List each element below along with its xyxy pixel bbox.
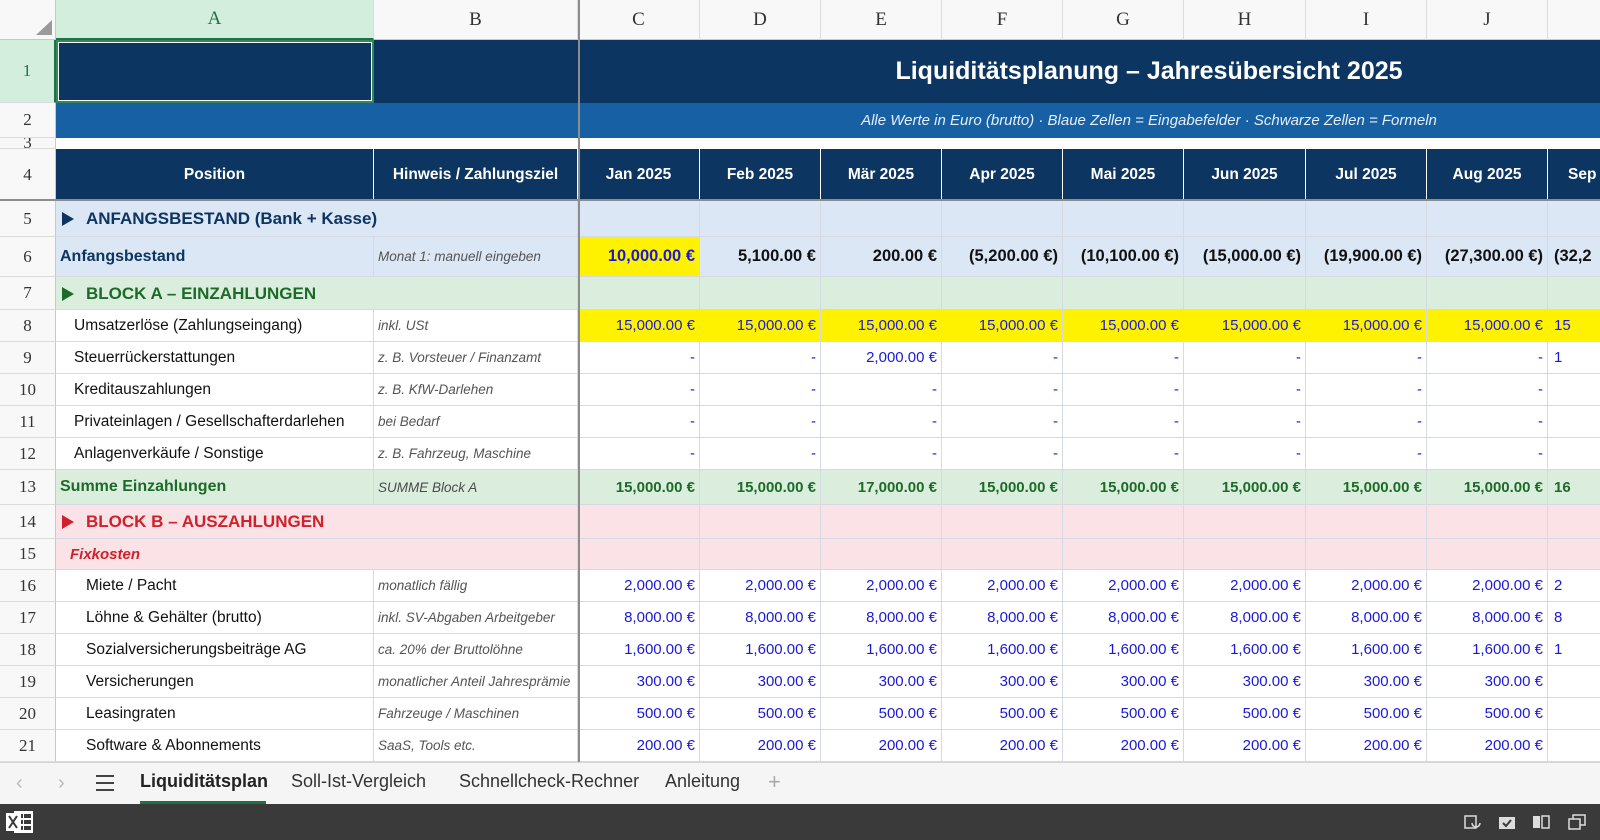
header-month: Sep: [1548, 149, 1600, 201]
value-cell[interactable]: 2,000.00 €: [1063, 570, 1184, 602]
value-cell[interactable]: -: [821, 438, 942, 470]
tab-liquiditaetsplan[interactable]: Liquiditätsplan: [140, 771, 268, 791]
section-cell[interactable]: [1184, 539, 1306, 570]
section-cell[interactable]: [1306, 539, 1427, 570]
section-cell[interactable]: [1427, 539, 1548, 570]
section-cell[interactable]: [578, 277, 700, 310]
section-cell[interactable]: [1427, 505, 1548, 539]
section-cell[interactable]: [942, 539, 1063, 570]
value-cell[interactable]: 2,000.00 €: [942, 570, 1063, 602]
value-cell[interactable]: 8,000.00 €: [821, 602, 942, 634]
value-cell[interactable]: 500.00 €: [700, 698, 821, 730]
row-header-9[interactable]: 9: [0, 342, 56, 374]
sheet-menu-icon[interactable]: [96, 775, 114, 791]
value-cell[interactable]: 1,600.00 €: [821, 634, 942, 666]
value-cell[interactable]: -: [1427, 406, 1548, 438]
row-header-8[interactable]: 8: [0, 310, 56, 342]
value-cell[interactable]: 1: [1548, 634, 1600, 666]
chevron-left-icon[interactable]: ‹: [16, 772, 23, 794]
row-header-2[interactable]: 2: [0, 103, 56, 138]
section-cell[interactable]: [942, 505, 1063, 539]
value-cell[interactable]: 16: [1548, 470, 1600, 505]
selected-cell-A1[interactable]: [56, 40, 374, 103]
value-cell[interactable]: 300.00 €: [1306, 666, 1427, 698]
section-cell[interactable]: [1306, 201, 1427, 237]
row-header-12[interactable]: 12: [0, 438, 56, 470]
value-cell[interactable]: 1,600.00 €: [578, 634, 700, 666]
window-restore-icon[interactable]: [1568, 814, 1586, 830]
row-header-14[interactable]: 14: [0, 505, 56, 539]
section-heading: ANFANGSBESTAND (Bank + Kasse): [86, 209, 378, 228]
value-cell[interactable]: -: [578, 374, 700, 406]
row-hint[interactable]: ca. 20% der Bruttolöhne: [374, 634, 578, 666]
sheet-title: Liquiditätsplanung – Jahresübersicht 2025: [895, 57, 1403, 85]
row-label[interactable]: Software & Abonnements: [56, 730, 374, 762]
section-cell[interactable]: [578, 505, 700, 539]
value-cell[interactable]: 15,000.00 €: [1184, 470, 1306, 505]
value-cell[interactable]: 500.00 €: [942, 698, 1063, 730]
value-cell[interactable]: 300.00 €: [1184, 666, 1306, 698]
row-label[interactable]: Löhne & Gehälter (brutto): [56, 602, 374, 634]
sheet-tab-bar: [0, 762, 1600, 804]
value-cell[interactable]: 15,000.00 €: [578, 470, 700, 505]
value-cell[interactable]: 1,600.00 €: [1063, 634, 1184, 666]
reading-view-icon[interactable]: [1532, 814, 1550, 830]
value-cell[interactable]: 2,000.00 €: [1184, 570, 1306, 602]
row-label[interactable]: Steuerrückerstattungen: [56, 342, 374, 374]
value-cell[interactable]: -: [942, 342, 1063, 374]
value-cell[interactable]: 15,000.00 €: [1306, 310, 1427, 342]
value-cell[interactable]: 8,000.00 €: [1306, 602, 1427, 634]
select-all-corner[interactable]: [0, 0, 56, 40]
value-cell[interactable]: 200.00 €: [1184, 730, 1306, 762]
row-header-15[interactable]: 15: [0, 539, 56, 570]
value-cell[interactable]: 500.00 €: [578, 698, 700, 730]
header-position: Position: [56, 149, 374, 201]
value-cell[interactable]: 15,000.00 €: [700, 310, 821, 342]
value-cell[interactable]: 500.00 €: [1184, 698, 1306, 730]
section-cell[interactable]: [1548, 505, 1600, 539]
section-cell[interactable]: [1548, 277, 1600, 310]
section-cell[interactable]: [942, 277, 1063, 310]
expand-triangle-icon[interactable]: [62, 515, 74, 529]
column-header-J[interactable]: J: [1427, 0, 1548, 40]
section-cell[interactable]: [1063, 539, 1184, 570]
frozen-row-divider: [0, 199, 1600, 201]
row-hint[interactable]: inkl. USt: [374, 310, 578, 342]
value-cell[interactable]: 15,000.00 €: [1427, 470, 1548, 505]
header-month: Aug 2025: [1427, 149, 1548, 201]
value-cell[interactable]: 1: [1548, 342, 1600, 374]
value-cell[interactable]: 15,000.00 €: [1063, 470, 1184, 505]
value-cell[interactable]: 300.00 €: [821, 666, 942, 698]
value-cell[interactable]: 8,000.00 €: [1427, 602, 1548, 634]
value-cell[interactable]: 15: [1548, 310, 1600, 342]
value-cell[interactable]: 300.00 €: [700, 666, 821, 698]
row-label[interactable]: Privateinlagen / Gesellschafterdarlehen: [56, 406, 374, 438]
row-label[interactable]: Versicherungen: [56, 666, 374, 698]
column-header-G[interactable]: G: [1063, 0, 1184, 40]
section-cell[interactable]: [700, 539, 821, 570]
value-cell[interactable]: 8,000.00 €: [700, 602, 821, 634]
value-cell[interactable]: -: [700, 342, 821, 374]
value-cell[interactable]: -: [700, 406, 821, 438]
value-cell[interactable]: 10,000.00 €: [578, 237, 700, 277]
section-cell[interactable]: [700, 277, 821, 310]
value-cell[interactable]: 500.00 €: [1427, 698, 1548, 730]
section-cell[interactable]: [821, 201, 942, 237]
value-cell[interactable]: (27,300.00 €): [1427, 237, 1548, 277]
value-cell[interactable]: -: [1306, 406, 1427, 438]
value-cell[interactable]: 500.00 €: [821, 698, 942, 730]
section-cell[interactable]: [578, 201, 700, 237]
tab-soll-ist-vergleich[interactable]: Soll-Ist-Vergleich: [291, 771, 427, 791]
value-cell[interactable]: [1548, 666, 1600, 698]
value-cell[interactable]: -: [1306, 342, 1427, 374]
row-label[interactable]: Kreditauszahlungen: [56, 374, 374, 406]
status-bar: [0, 804, 1600, 840]
value-cell[interactable]: 500.00 €: [1063, 698, 1184, 730]
value-cell[interactable]: -: [700, 438, 821, 470]
value-cell[interactable]: 300.00 €: [578, 666, 700, 698]
row-hint[interactable]: monatlicher Anteil Jahresprämie: [374, 666, 578, 698]
row-header-1[interactable]: 1: [0, 40, 56, 103]
value-cell[interactable]: 5,100.00 €: [700, 237, 821, 277]
section-cell[interactable]: [1184, 505, 1306, 539]
value-cell[interactable]: 2: [1548, 570, 1600, 602]
value-cell[interactable]: 2,000.00 €: [578, 570, 700, 602]
row-label[interactable]: Anlagenverkäufe / Sonstige: [56, 438, 374, 470]
value-cell[interactable]: 300.00 €: [1063, 666, 1184, 698]
section-cell[interactable]: [700, 201, 821, 237]
column-header-F[interactable]: F: [942, 0, 1063, 40]
section-cell[interactable]: [578, 539, 700, 570]
value-cell[interactable]: -: [1063, 374, 1184, 406]
value-cell[interactable]: 15,000.00 €: [1427, 310, 1548, 342]
row-header-19[interactable]: 19: [0, 666, 56, 698]
value-cell[interactable]: -: [578, 438, 700, 470]
expand-triangle-icon[interactable]: [62, 287, 74, 301]
row-hint[interactable]: monatlich fällig: [374, 570, 578, 602]
value-cell[interactable]: 8,000.00 €: [1184, 602, 1306, 634]
value-cell[interactable]: 1,600.00 €: [1306, 634, 1427, 666]
value-cell[interactable]: 15,000.00 €: [1063, 310, 1184, 342]
value-cell[interactable]: -: [1427, 374, 1548, 406]
expand-triangle-icon[interactable]: [62, 212, 74, 226]
row-label[interactable]: Leasingraten: [56, 698, 374, 730]
value-cell[interactable]: [1548, 730, 1600, 762]
value-cell[interactable]: -: [1427, 342, 1548, 374]
row-header-7[interactable]: 7: [0, 277, 56, 310]
add-sheet-icon[interactable]: +: [768, 769, 781, 794]
value-cell[interactable]: 2,000.00 €: [821, 570, 942, 602]
section-cell[interactable]: [1548, 539, 1600, 570]
section-cell[interactable]: [821, 505, 942, 539]
row-header-4[interactable]: 4: [0, 149, 56, 201]
row-label[interactable]: Summe Einzahlungen: [56, 470, 374, 505]
row-hint[interactable]: SaaS, Tools etc.: [374, 730, 578, 762]
value-cell[interactable]: [1548, 438, 1600, 470]
sheet-subtitle: Alle Werte in Euro (brutto) · Blaue Zellen = Eingabefelder · Schwarze Zellen = Formeln: [861, 112, 1437, 129]
value-cell[interactable]: 17,000.00 €: [821, 470, 942, 505]
value-cell[interactable]: 8: [1548, 602, 1600, 634]
header-month: Mai 2025: [1063, 149, 1184, 201]
section-cell[interactable]: [700, 505, 821, 539]
section-heading: BLOCK A – EINZAHLUNGEN: [86, 283, 317, 303]
row-header-6[interactable]: 6: [0, 237, 56, 277]
value-cell[interactable]: -: [578, 406, 700, 438]
section-cell[interactable]: [942, 201, 1063, 237]
value-cell[interactable]: 200.00 €: [700, 730, 821, 762]
header-month: Feb 2025: [700, 149, 821, 201]
value-cell[interactable]: -: [1306, 438, 1427, 470]
value-cell[interactable]: -: [1063, 342, 1184, 374]
section-cell[interactable]: [1063, 201, 1184, 237]
value-cell[interactable]: 200.00 €: [821, 730, 942, 762]
spacer-row: [56, 138, 1600, 149]
value-cell[interactable]: 15,000.00 €: [1306, 470, 1427, 505]
value-cell[interactable]: -: [1063, 406, 1184, 438]
value-cell[interactable]: 1,600.00 €: [942, 634, 1063, 666]
row-header-21[interactable]: 21: [0, 730, 56, 762]
save-check-icon[interactable]: [1498, 814, 1516, 830]
value-cell[interactable]: 200.00 €: [1306, 730, 1427, 762]
tab-anleitung[interactable]: Anleitung: [665, 771, 741, 791]
value-cell[interactable]: 2,000.00 €: [1427, 570, 1548, 602]
header-month: Jul 2025: [1306, 149, 1427, 201]
value-cell[interactable]: 15,000.00 €: [1184, 310, 1306, 342]
value-cell[interactable]: 200.00 €: [942, 730, 1063, 762]
header-month: Jan 2025: [578, 149, 700, 201]
sync-icon[interactable]: [1464, 814, 1482, 830]
value-cell[interactable]: -: [1063, 438, 1184, 470]
row-hint[interactable]: z. B. KfW-Darlehen: [374, 374, 578, 406]
value-cell[interactable]: (32,2: [1548, 237, 1600, 277]
value-cell[interactable]: -: [1184, 438, 1306, 470]
row-hint[interactable]: z. B. Vorsteuer / Finanzamt: [374, 342, 578, 374]
value-cell[interactable]: 8,000.00 €: [942, 602, 1063, 634]
value-cell[interactable]: -: [942, 406, 1063, 438]
subsection-heading: Fixkosten: [70, 546, 141, 563]
value-cell[interactable]: -: [1427, 438, 1548, 470]
value-cell[interactable]: [1548, 698, 1600, 730]
excel-app-icon: [6, 810, 34, 834]
column-header-next[interactable]: [1548, 0, 1600, 40]
value-cell[interactable]: 200.00 €: [578, 730, 700, 762]
value-cell[interactable]: -: [1184, 406, 1306, 438]
value-cell[interactable]: 1,600.00 €: [700, 634, 821, 666]
value-cell[interactable]: -: [1306, 374, 1427, 406]
tab-schnellcheck-rechner[interactable]: Schnellcheck-Rechner: [459, 771, 640, 791]
value-cell[interactable]: 300.00 €: [942, 666, 1063, 698]
value-cell[interactable]: 15,000.00 €: [821, 310, 942, 342]
value-cell[interactable]: (10,100.00 €): [1063, 237, 1184, 277]
value-cell[interactable]: (5,200.00 €): [942, 237, 1063, 277]
row-header-16[interactable]: 16: [0, 570, 56, 602]
value-cell[interactable]: 200.00 €: [1427, 730, 1548, 762]
row-header-18[interactable]: 18: [0, 634, 56, 666]
value-cell[interactable]: (15,000.00 €): [1184, 237, 1306, 277]
section-cell[interactable]: [1427, 201, 1548, 237]
row-header-11[interactable]: 11: [0, 406, 56, 438]
value-cell[interactable]: 2,000.00 €: [821, 342, 942, 374]
chevron-right-icon[interactable]: ›: [58, 772, 65, 794]
row-hint[interactable]: inkl. SV-Abgaben Arbeitgeber: [374, 602, 578, 634]
section-cell[interactable]: [1548, 201, 1600, 237]
value-cell[interactable]: 2,000.00 €: [700, 570, 821, 602]
value-cell[interactable]: 300.00 €: [1427, 666, 1548, 698]
row-hint[interactable]: Monat 1: manuell eingeben: [374, 237, 578, 277]
value-cell[interactable]: 500.00 €: [1306, 698, 1427, 730]
section-cell[interactable]: [1063, 505, 1184, 539]
section-cell[interactable]: [1063, 277, 1184, 310]
row-header-10[interactable]: 10: [0, 374, 56, 406]
row-label[interactable]: Miete / Pacht: [56, 570, 374, 602]
section-cell[interactable]: [821, 277, 942, 310]
value-cell[interactable]: (19,900.00 €): [1306, 237, 1427, 277]
column-header-E[interactable]: E: [821, 0, 942, 40]
column-header-I[interactable]: I: [1306, 0, 1427, 40]
header-month: Jun 2025: [1184, 149, 1306, 201]
row-hint[interactable]: bei Bedarf: [374, 406, 578, 438]
row-label[interactable]: Anfangsbestand: [56, 237, 374, 277]
value-cell[interactable]: -: [942, 438, 1063, 470]
column-header-H[interactable]: H: [1184, 0, 1306, 40]
value-cell[interactable]: 8,000.00 €: [1063, 602, 1184, 634]
frozen-column-divider: [578, 0, 580, 762]
value-cell[interactable]: -: [942, 374, 1063, 406]
section-cell[interactable]: [1184, 201, 1306, 237]
section-cell[interactable]: [1306, 505, 1427, 539]
value-cell[interactable]: 2,000.00 €: [1306, 570, 1427, 602]
row-header-13[interactable]: 13: [0, 470, 56, 505]
row-label[interactable]: Umsatzerlöse (Zahlungseingang): [56, 310, 374, 342]
column-header-D[interactable]: D: [700, 0, 821, 40]
header-month: Apr 2025: [942, 149, 1063, 201]
row-header-17[interactable]: 17: [0, 602, 56, 634]
section-heading: BLOCK B – AUSZAHLUNGEN: [86, 512, 325, 531]
value-cell[interactable]: 200.00 €: [1063, 730, 1184, 762]
value-cell[interactable]: -: [821, 406, 942, 438]
row-header-20[interactable]: 20: [0, 698, 56, 730]
row-hint[interactable]: Fahrzeuge / Maschinen: [374, 698, 578, 730]
value-cell[interactable]: [1548, 374, 1600, 406]
section-cell[interactable]: [1427, 277, 1548, 310]
value-cell[interactable]: -: [1184, 374, 1306, 406]
value-cell[interactable]: 8,000.00 €: [578, 602, 700, 634]
value-cell[interactable]: -: [578, 342, 700, 374]
header-month: Mär 2025: [821, 149, 942, 201]
column-header-C[interactable]: C: [578, 0, 700, 40]
section-cell[interactable]: [1306, 277, 1427, 310]
value-cell[interactable]: 15,000.00 €: [578, 310, 700, 342]
header-hint: Hinweis / Zahlungsziel: [374, 149, 578, 201]
value-cell[interactable]: 200.00 €: [821, 237, 942, 277]
column-header-A[interactable]: A: [56, 0, 374, 40]
row-header-5[interactable]: 5: [0, 201, 56, 237]
value-cell[interactable]: -: [821, 374, 942, 406]
value-cell[interactable]: 15,000.00 €: [700, 470, 821, 505]
value-cell[interactable]: 1,600.00 €: [1184, 634, 1306, 666]
column-header-B[interactable]: B: [374, 0, 578, 40]
section-cell[interactable]: [821, 539, 942, 570]
value-cell[interactable]: -: [700, 374, 821, 406]
value-cell[interactable]: 1,600.00 €: [1427, 634, 1548, 666]
row-header-3[interactable]: 3: [0, 138, 56, 149]
row-label[interactable]: Sozialversicherungsbeiträge AG: [56, 634, 374, 666]
value-cell[interactable]: 15,000.00 €: [942, 310, 1063, 342]
value-cell[interactable]: [1548, 406, 1600, 438]
row-hint[interactable]: SUMME Block A: [374, 470, 578, 505]
value-cell[interactable]: -: [1184, 342, 1306, 374]
row-hint[interactable]: z. B. Fahrzeug, Maschine: [374, 438, 578, 470]
section-cell[interactable]: [1184, 277, 1306, 310]
value-cell[interactable]: 15,000.00 €: [942, 470, 1063, 505]
